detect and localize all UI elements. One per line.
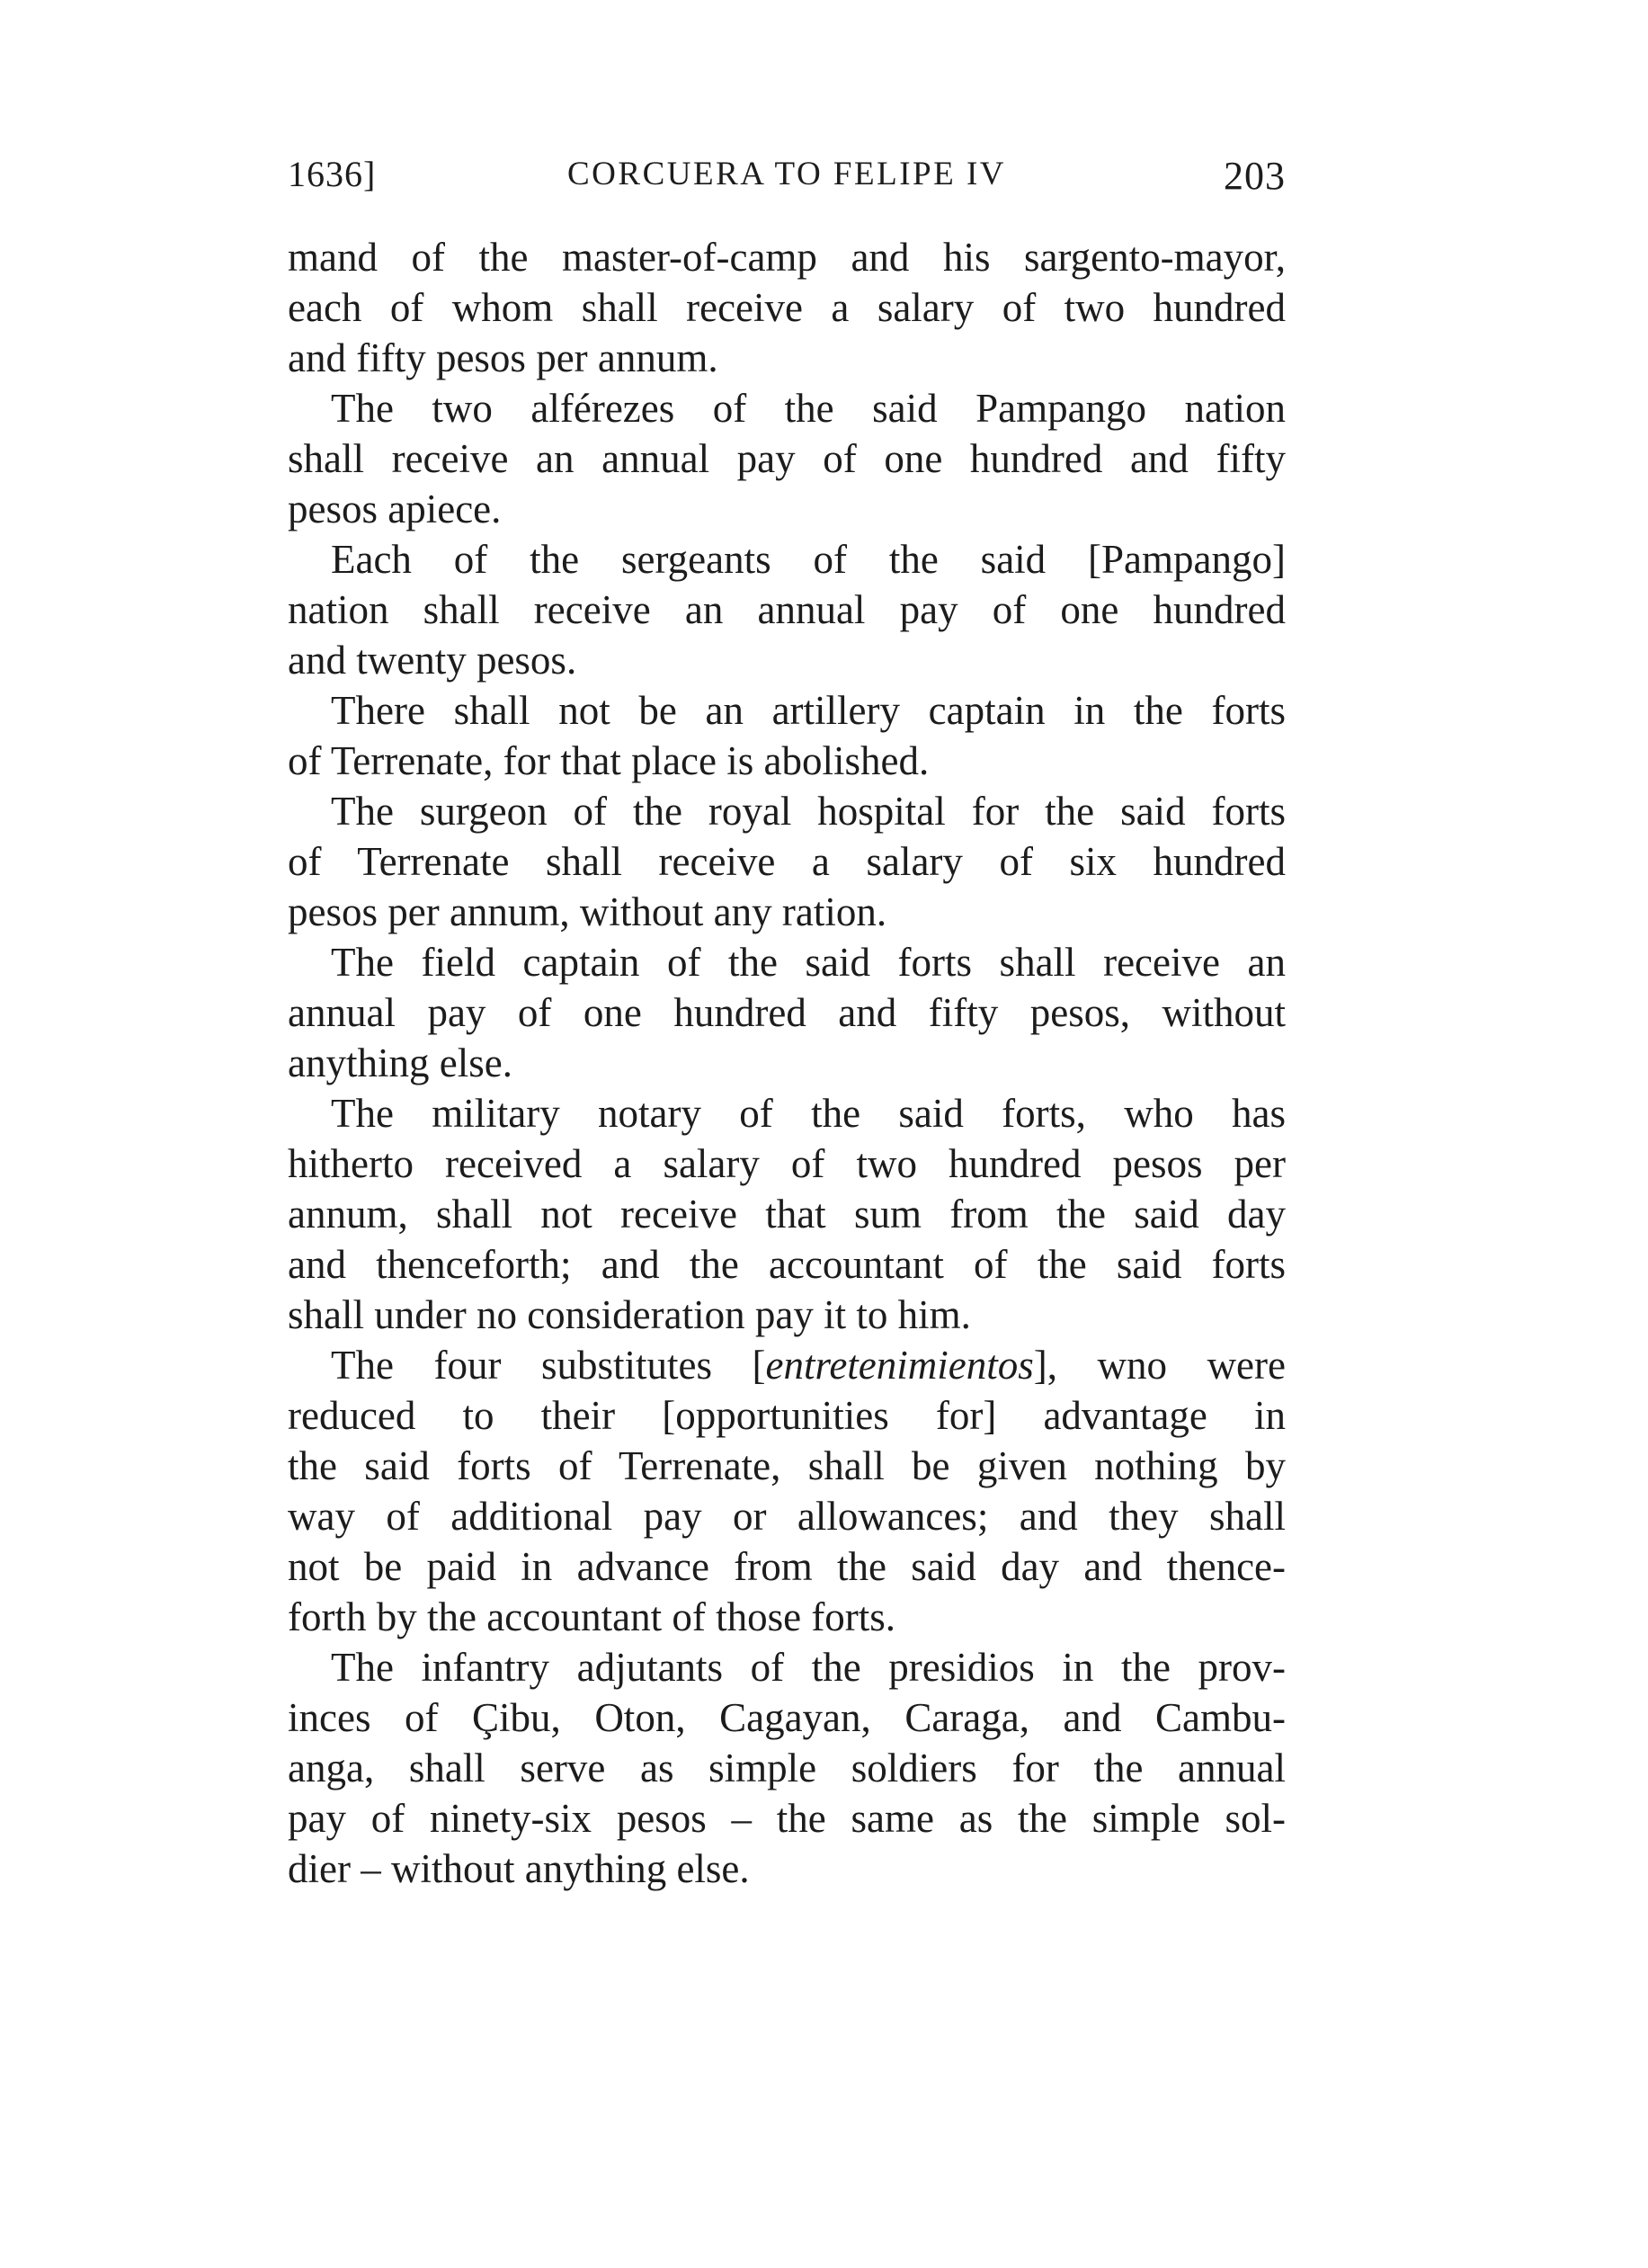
- text-line: The military notary of the said forts, who has: [331, 1091, 1286, 1136]
- page-number: 203: [1224, 154, 1286, 198]
- text-line: annual pay of one hundred and fifty pesos, without: [288, 990, 1286, 1035]
- text-line: pay of ninety-six pesos – the same as the simple sol-: [288, 1796, 1286, 1841]
- text-line: annum, shall not receive that sum from the said day: [288, 1192, 1286, 1237]
- italic-term: entretenimientos: [765, 1343, 1034, 1388]
- text-line: hitherto received a salary of two hundred pesos per: [288, 1141, 1286, 1186]
- text-line: shall receive an annual pay of one hundred and fifty: [288, 436, 1286, 481]
- text-line: The surgeon of the royal hospital for the said forts: [331, 789, 1286, 834]
- text-line: mand of the master-of-camp and his sargento-mayor,: [288, 235, 1286, 280]
- header-title: CORCUERA TO FELIPE IV: [567, 156, 1006, 192]
- text-line: anga, shall serve as simple soldiers for the annual: [288, 1746, 1286, 1790]
- text-line: way of additional pay or allowances; and they shall: [288, 1494, 1286, 1539]
- text-line: of Terrenate, for that place is abolished.: [288, 738, 930, 783]
- text-line: pesos apiece.: [288, 487, 502, 531]
- text-line: dier – without anything else.: [288, 1846, 750, 1891]
- text-line: The two alférezes of the said Pampango nation: [331, 386, 1286, 431]
- text-line: reduced to their [opportunities for] advantage in: [288, 1393, 1286, 1438]
- text-line: The field captain of the said forts shall receive an: [331, 940, 1286, 985]
- text-line: anything else.: [288, 1040, 512, 1085]
- text-line: shall under no consideration pay it to him.: [288, 1292, 971, 1337]
- text-line: nation shall receive an annual pay of one hundred: [288, 587, 1286, 632]
- text-line: inces of Çibu, Oton, Cagayan, Caraga, and Cambu-: [288, 1695, 1286, 1740]
- text-line: pesos per annum, without any ration.: [288, 889, 887, 934]
- header-year: 1636]: [288, 154, 377, 194]
- text-line: and thenceforth; and the accountant of the said forts: [288, 1242, 1286, 1287]
- text-line: not be paid in advance from the said day and thence-: [288, 1544, 1286, 1589]
- text-line: of Terrenate shall receive a salary of six hundred: [288, 839, 1286, 884]
- text-line: There shall not be an artillery captain in the forts: [331, 688, 1286, 733]
- running-head: [288, 153, 1286, 207]
- text-line: forth by the accountant of those forts.: [288, 1594, 896, 1639]
- text-segment: The four substitutes [: [331, 1343, 766, 1388]
- text-line: Each of the sergeants of the said [Pampango]: [331, 537, 1286, 582]
- text-line-with-italic: [288, 1340, 1286, 1390]
- text-line: and fifty pesos per annum.: [288, 335, 718, 380]
- text-segment: ], wno were: [1033, 1343, 1286, 1388]
- text-line: the said forts of Terrenate, shall be given nothing by: [288, 1443, 1286, 1488]
- text-line: and twenty pesos.: [288, 638, 577, 683]
- text-line: each of whom shall receive a salary of two hundred: [288, 285, 1286, 330]
- body-text: [288, 232, 1286, 1894]
- text-line: The infantry adjutants of the presidios in the prov-: [331, 1645, 1286, 1690]
